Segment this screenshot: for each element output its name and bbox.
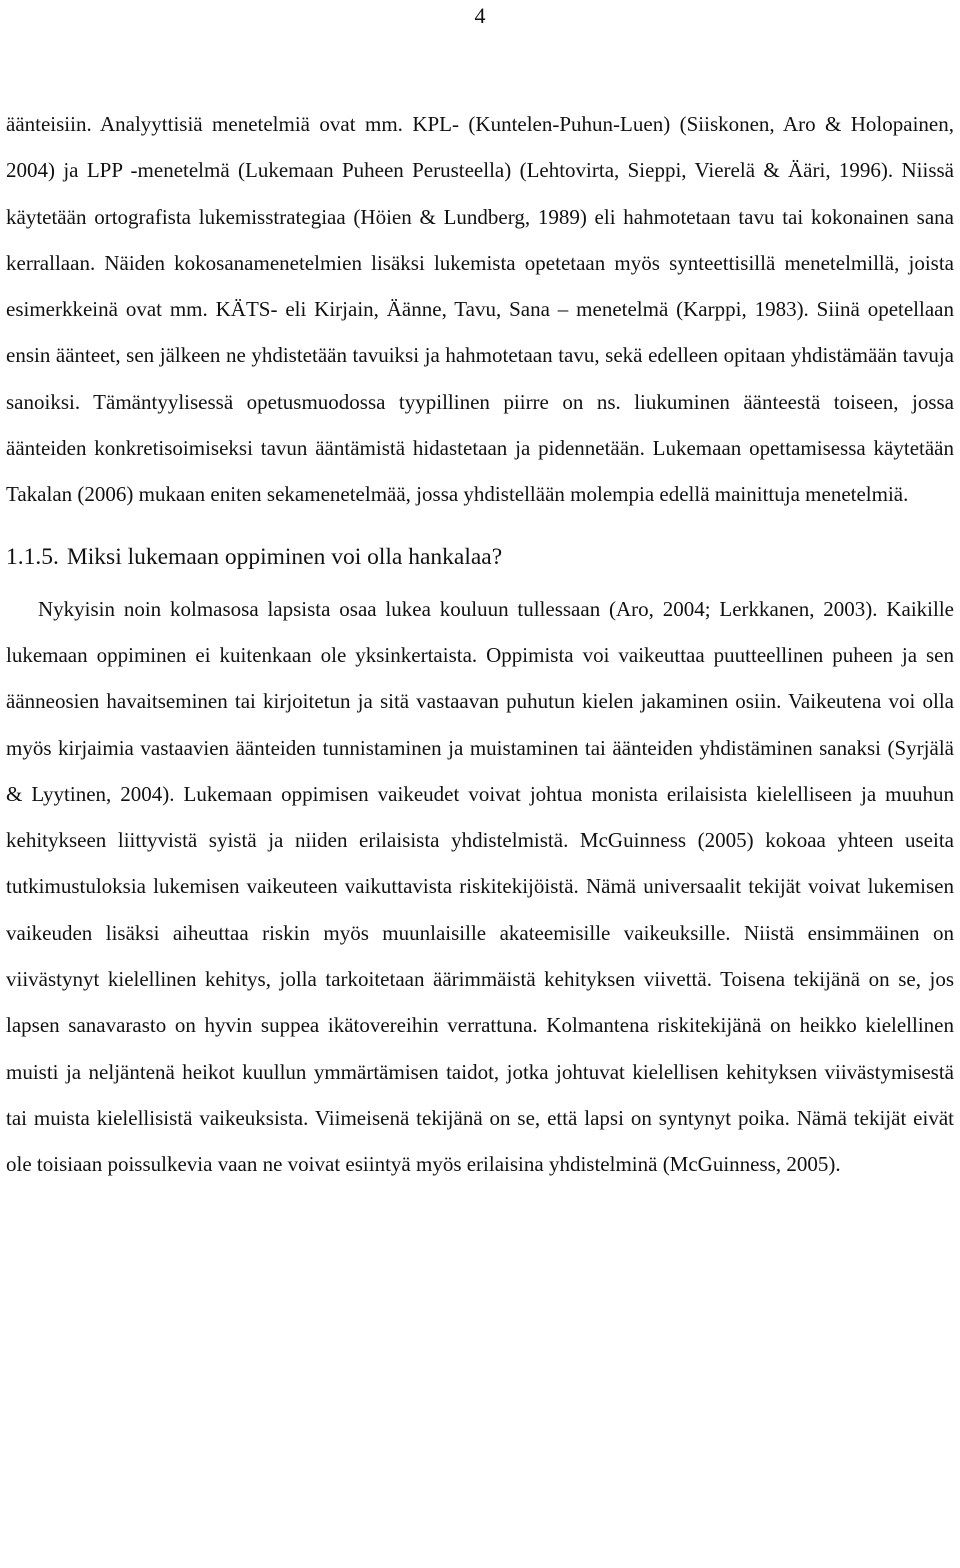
paragraph: äänteisiin. Analyyttisiä menetelmiä ovat mm. KPL- (Kuntelen-Puhun-Luen) (Siiskonen, Aro & Holopainen, 2004) ja LPP -menetelmä (Lukemaan Puheen Perusteella) (Lehtovirta, Sieppi, Vierelä & Ääri, 1996). Niissä käytetään ortografista lukemisstrategiaa (Höien & Lundberg, 1989) eli hahmotetaan tavu tai kokonainen sana kerrallaan. Näiden kokosanamenetelmien lisäksi lukemista opetetaan myös synteettisillä menetelmillä, joista esimerkkeinä ovat mm. KÄTS- eli Kirjain, Äänne, Tavu, Sana – menetelmä (Karppi, 1983). Siinä opetellaan ensin äänteet, sen jälkeen ne yhdistetään tavuiksi ja hahmotetaan tavu, sekä edelleen opitaan yhdistämään tavuja sanoiksi. Tämäntyylisessä opetusmuodossa tyypillinen piirre on ns. liukuminen äänteestä toiseen, jossa äänteiden konkretisoimiseksi tavun ääntämistä hidastetaan ja pidennetään. Lukemaan opettamisessa käytetään Takalan (2006) mukaan eniten sekamenetelmää, jossa yhdistellään molempia edellä mainittuja menetelmiä. [6, 112, 954, 507]
section-heading [6, 534, 954, 580]
paragraph: Nykyisin noin kolmasosa lapsista osaa lukea kouluun tullessaan (Aro, 2004; Lerkkanen, 2003). Kaikille lukemaan oppiminen ei kuitenkaan ole yksinkertaista. Oppimista voi vaikeuttaa puutteellinen puheen ja sen äänneosien havaitseminen tai kirjoitetun ja sitä vastaavan puhutun kielen jakaminen osiin. Vaikeutena voi olla myös kirjaimia vastaavien äänteiden tunnistaminen ja muistaminen tai äänteiden yhdistäminen sanaksi (Syrjälä & Lyytinen, 2004). Lukemaan oppimisen vaikeudet voivat johtua monista erilaisista kielelliseen ja muuhun kehitykseen liittyvistä syistä ja niiden erilaisista yhdistelmistä. McGuinness (2005) kokoaa yhteen useita tutkimustuloksia lukemisen vaikeuteen vaikuttavista riskitekijöistä. Nämä universaalit tekijät voivat lukemisen vaikeuden lisäksi aiheuttaa riskin myös muunlaisille akateemisille vaikeuksille. Niistä ensimmäinen on viivästynyt kielellinen kehitys, jolla tarkoitetaan äärimmäistä kehityksen viivettä. Toisena tekijänä on se, jos lapsen sanavarasto on hyvin suppea ikätovereihin verrattuna. Kolmantena riskitekijänä on heikko kielellinen muisti ja neljäntenä heikot kuullun ymmärtämisen taidot, jotka johtuvat kielellisen kehityksen viivästymisestä tai muista kielellisistä vaikeuksista. Viimeisenä tekijänä on se, että lapsi on syntynyt poika. Nämä tekijät eivät ole toisiaan poissulkevia vaan ne voivat esiintyä myös erilaisina yhdistelminä (McGuinness, 2005). [6, 596, 954, 1177]
document-body [6, 101, 954, 1188]
section-number: 1.1.5. [6, 543, 59, 570]
section-title: Miksi lukemaan oppiminen voi olla hankalaa? [66, 543, 503, 570]
page-number: 4 [474, 3, 486, 28]
